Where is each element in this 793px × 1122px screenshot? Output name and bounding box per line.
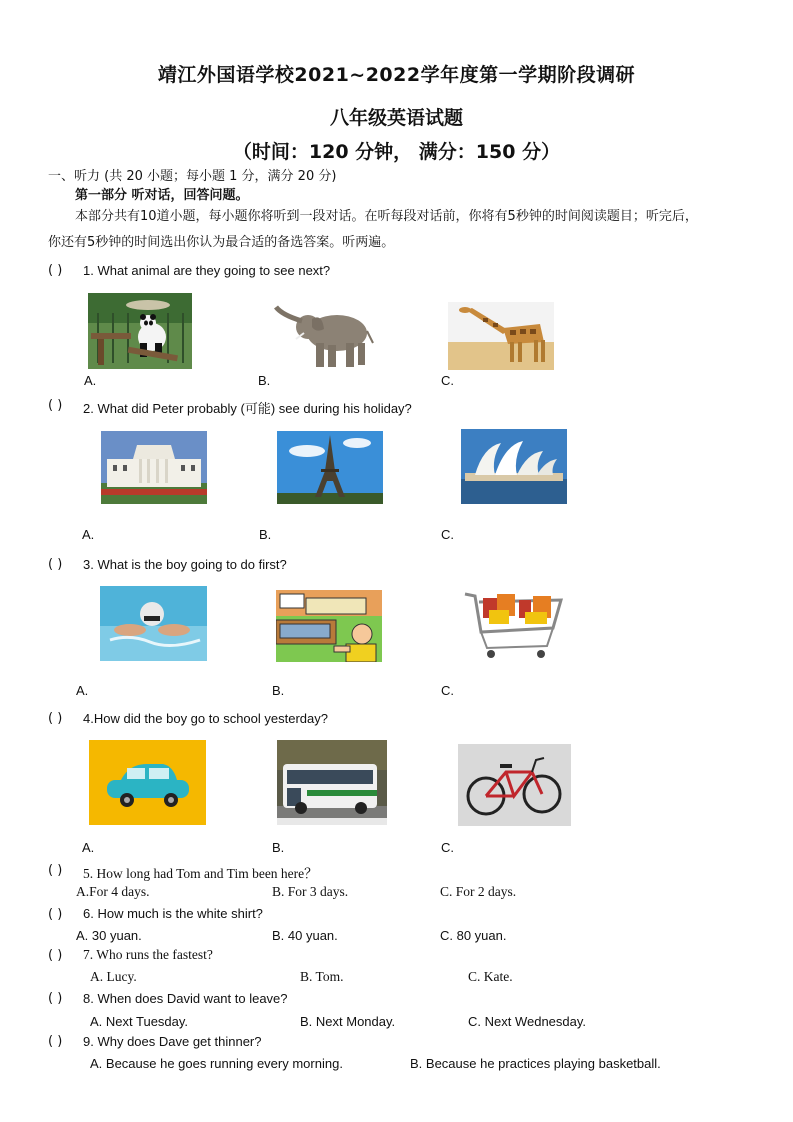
answer-bracket: ( ) (48, 711, 63, 726)
intro-line-2: 你还有5秒钟的时间选出你认为最合适的备选答案。听两遍。 (48, 235, 395, 250)
question-4: 4.How did the boy go to school yesterday? (83, 711, 328, 726)
answer-bracket: ( ) (48, 948, 63, 963)
option-b: B. (272, 840, 285, 855)
eiffel-tower-image (277, 431, 383, 504)
answer-bracket: ( ) (48, 907, 63, 922)
school-title: 靖江外国语学校2021~2022学年度第一学期阶段调研 (157, 64, 636, 86)
option-c: C. (441, 683, 454, 698)
option-b: B. Tom. (300, 969, 344, 984)
option-b: B. (258, 373, 271, 388)
question-5: 5. How long had Tom and Tim been here？ (83, 866, 318, 881)
option-c: C. Kate. (468, 969, 513, 984)
time-score: （时间：120 分钟， 满分：150 分） (232, 141, 561, 163)
part-heading: 一、听力 (共 20 小题；每小题 1 分，满分 20 分) (48, 169, 337, 184)
option-a: A. 30 yuan. (76, 928, 142, 943)
question-2: 2. What did Peter probably (可能) see during his holiday? (83, 401, 412, 416)
answer-bracket: ( ) (48, 863, 63, 878)
option-c: C. (441, 840, 454, 855)
question-1: 1. What animal are they going to see next? (83, 263, 331, 278)
option-a: A. (76, 683, 89, 698)
bus-image (277, 740, 387, 825)
option-b: B. (259, 527, 272, 542)
option-b: B. (272, 683, 285, 698)
option-a: A. Lucy. (90, 969, 137, 984)
option-c: C. (441, 373, 454, 388)
bicycle-image (458, 744, 571, 826)
car-image (89, 740, 206, 825)
question-8: 8. When does David want to leave? (83, 991, 288, 1006)
sub-heading: 第一部分 听对话，回答问题。 (75, 188, 249, 203)
answer-bracket: ( ) (48, 398, 63, 413)
option-b: B. For 3 days. (272, 884, 349, 899)
answer-bracket: ( ) (48, 557, 63, 572)
option-a: A. Because he goes running every morning. (90, 1056, 343, 1071)
shopping-cart-image (461, 588, 567, 663)
panda-image (88, 293, 192, 369)
swimmer-image (100, 586, 207, 661)
option-b: B. Next Monday. (300, 1014, 396, 1029)
elephant-image (272, 303, 376, 369)
question-3: 3. What is the boy going to do first? (83, 557, 287, 572)
white-house-image (101, 431, 207, 504)
option-c: C. 80 yuan. (440, 928, 507, 943)
question-9: 9. Why does Dave get thinner? (83, 1034, 262, 1049)
option-a: A.For 4 days. (76, 884, 150, 899)
option-a: A. (82, 840, 95, 855)
question-6: 6. How much is the white shirt? (83, 906, 263, 921)
option-a: A. (84, 373, 97, 388)
giraffe-image (448, 302, 554, 370)
option-c: C. Next Wednesday. (468, 1014, 587, 1029)
answer-bracket: ( ) (48, 1034, 63, 1049)
option-a: A. Next Tuesday. (90, 1014, 189, 1029)
option-a: A. (82, 527, 95, 542)
intro-line-1: 本部分共有10道小题，每小题你将听到一段对话。在听每段对话前，你将有5秒钟的时间阅读题目；听完后， (75, 209, 698, 224)
opera-house-image (461, 429, 567, 504)
exam-title: 八年级英语试题 (329, 107, 463, 129)
option-c: C. (441, 527, 454, 542)
answer-bracket: ( ) (48, 263, 63, 278)
answer-bracket: ( ) (48, 991, 63, 1006)
option-b: B. 40 yuan. (272, 928, 338, 943)
option-c: C. For 2 days. (440, 884, 517, 899)
option-b: B. Because he practices playing basketball. (410, 1056, 661, 1071)
question-7: 7. Who runs the fastest? (83, 947, 213, 962)
boy-desk-image (276, 590, 382, 662)
